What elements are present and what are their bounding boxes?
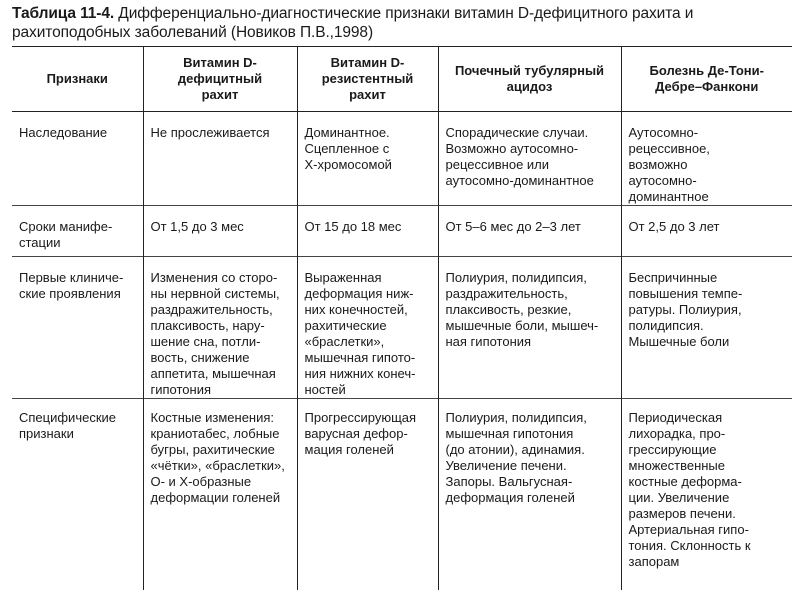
text-line: Беспричинные [628, 270, 718, 285]
text-line: вость, снижение [150, 350, 250, 365]
table-cell [143, 206, 297, 257]
table-caption-text: Дифференциально-диагностические признаки витамин D-дефицитного рахита и рахитоподобных заболеваний (Новиков П.В.,1998) [12, 5, 694, 41]
text-line: рецессивное, [628, 141, 710, 156]
cell-text [151, 270, 292, 398]
table-cell [297, 112, 438, 206]
text-line: От 2,5 до 3 лет [628, 219, 720, 234]
table-cell [438, 112, 621, 206]
text-line: От 15 до 18 мес [304, 219, 402, 234]
cell-text [446, 219, 616, 235]
table-caption-label: Таблица 11-4. [12, 5, 115, 22]
text-line: раздражительность, [445, 286, 568, 301]
cell-text [19, 270, 138, 302]
text-line: плаксивость, резкие, [445, 302, 572, 317]
text-line: Полиурия, полидипсия, [445, 410, 587, 425]
text-line: мация голеней [304, 442, 394, 457]
cell-text [151, 410, 292, 506]
text-line: (до атонии), адинамия. [445, 442, 585, 457]
text-line: Запоры. Вальгусная- [445, 474, 573, 489]
text-line: ная гипотония [445, 334, 532, 349]
table-cell [621, 257, 792, 399]
text-line: аутосомно- [628, 173, 697, 188]
text-line: Наследование [19, 125, 108, 140]
text-line: ния нижних конеч- [304, 366, 416, 381]
table-cell [143, 399, 297, 591]
column-header-text [16, 71, 139, 87]
table-header-row [12, 47, 792, 112]
text-line: Витамин D- [330, 55, 405, 70]
text-line: стации [19, 235, 61, 250]
cell-text [305, 219, 433, 235]
text-line: полидипсия. [628, 318, 704, 333]
table-row-first-symptoms [12, 257, 792, 399]
column-header [621, 47, 792, 112]
text-line: бугры, рахитические [150, 442, 275, 457]
text-line: ны нервной системы, [150, 286, 280, 301]
text-line: «браслетки», [304, 334, 385, 349]
text-line: Прогрессирующая [304, 410, 417, 425]
table-cell [12, 399, 143, 591]
text-line: резистентный [321, 71, 414, 86]
text-line: Выраженная [304, 270, 382, 285]
text-line: Мышечные боли [628, 334, 730, 349]
text-line: Сроки манифе- [19, 219, 113, 234]
column-header [438, 47, 621, 112]
table-cell [12, 112, 143, 206]
text-line: мышечные боли, мышеч- [445, 318, 599, 333]
text-line: аутосомно-доминантное [445, 173, 594, 188]
text-line: Первые клиниче- [19, 270, 124, 285]
text-line: аппетита, мышечная [150, 366, 276, 381]
text-line: Увеличение печени. [445, 458, 567, 473]
text-line: деформация ниж- [304, 286, 414, 301]
text-line: О- и Х-образные [150, 474, 252, 489]
text-line: плаксивость, нару- [150, 318, 265, 333]
text-line: дефицитный [177, 71, 263, 86]
text-line: рахит [201, 87, 239, 102]
text-line: Аутосомно- [628, 125, 699, 140]
column-header-text [626, 63, 789, 95]
text-line: Изменения со сторо- [150, 270, 278, 285]
cell-text [446, 410, 616, 506]
cell-text [19, 410, 138, 442]
text-line: тония. Склонность к [628, 538, 751, 553]
cell-text [305, 410, 433, 458]
text-line: От 5–6 мес до 2–3 лет [445, 219, 581, 234]
table-row-specific-signs [12, 399, 792, 591]
text-line: деформации голеней [150, 490, 281, 505]
text-line: варусная дефор- [304, 426, 408, 441]
cell-text [151, 219, 292, 235]
table-cell [438, 399, 621, 591]
table-cell [621, 112, 792, 206]
text-line: деформация голеней [445, 490, 575, 505]
text-line: возможно [628, 157, 688, 172]
text-line: Витамин D- [183, 55, 257, 70]
text-line: ацидоз [506, 79, 553, 94]
text-line: Полиурия, полидипсия, [445, 270, 587, 285]
table-row-onset [12, 206, 792, 257]
text-line: Артериальная гипо- [628, 522, 749, 537]
text-line: ции. Увеличение [628, 490, 730, 505]
column-header-text [443, 63, 617, 95]
cell-text [629, 125, 788, 205]
table-cell [143, 257, 297, 399]
text-line: Не прослеживается [150, 125, 270, 140]
text-line: мышечная гипотония [445, 426, 574, 441]
table-cell [438, 257, 621, 399]
table-cell [297, 206, 438, 257]
cell-text [19, 219, 138, 251]
text-line: костные деформа- [628, 474, 742, 489]
table-caption [12, 4, 792, 42]
cell-text [19, 125, 138, 141]
table-cell [621, 399, 792, 591]
text-line: Спорадические случаи. [445, 125, 589, 140]
text-line: Сцепленное с [304, 141, 390, 156]
text-line: Почечный тубулярный [454, 63, 605, 78]
column-header [143, 47, 297, 112]
column-header [12, 47, 143, 112]
text-line: рецессивное или [445, 157, 550, 172]
table-cell [143, 112, 297, 206]
text-line: шение сна, потли- [150, 334, 261, 349]
text-line: Костные изменения: [150, 410, 275, 425]
cell-text [446, 270, 616, 350]
column-header-text [302, 55, 434, 103]
cell-text [629, 270, 788, 350]
table-cell [12, 257, 143, 399]
table-cell [438, 206, 621, 257]
text-line: Признаки [46, 71, 108, 86]
text-line: рахит [349, 87, 386, 102]
text-line: ратуры. Полиурия, [628, 302, 742, 317]
cell-text [629, 410, 788, 570]
text-line: гипотония [150, 382, 212, 397]
text-line: От 1,5 до 3 мес [150, 219, 244, 234]
text-line: Возможно аутосомно- [445, 141, 579, 156]
text-line: ские проявления [19, 286, 121, 301]
text-line: грессирующие [628, 442, 717, 457]
table-cell [297, 257, 438, 399]
text-line: размеров печени. [628, 506, 736, 521]
table-cell [297, 399, 438, 591]
text-line: Болезнь Де-Тони- [649, 63, 764, 78]
diagnostic-table [12, 46, 792, 590]
cell-text [446, 125, 616, 189]
text-line: ностей [304, 382, 346, 397]
text-line: Х-хромосомой [304, 157, 392, 172]
text-line: лихорадка, про- [628, 426, 726, 441]
text-line: Специфические [19, 410, 117, 425]
table-cell [621, 206, 792, 257]
cell-text [305, 125, 433, 173]
text-line: повышения темпе- [628, 286, 743, 301]
text-line: доминантное [628, 189, 709, 204]
cell-text [629, 219, 788, 235]
text-line: запорам [628, 554, 680, 569]
column-header [297, 47, 438, 112]
text-line: них конечностей, [304, 302, 408, 317]
text-line: раздражительность, [150, 302, 273, 317]
text-line: «чётки», «браслетки», [150, 458, 285, 473]
table-cell [12, 206, 143, 257]
cell-text [151, 125, 292, 141]
text-line: множественные [628, 458, 726, 473]
table-row-inheritance [12, 112, 792, 206]
text-line: Дебре–Фанкони [655, 79, 759, 94]
text-line: краниотабес, лобные [150, 426, 280, 441]
text-line: Доминантное. [304, 125, 390, 140]
text-line: Периодическая [628, 410, 723, 425]
column-header-text [148, 55, 293, 103]
cell-text [305, 270, 433, 398]
text-line: признаки [19, 426, 74, 441]
text-line: рахитические [304, 318, 387, 333]
text-line: мышечная гипото- [304, 350, 416, 365]
